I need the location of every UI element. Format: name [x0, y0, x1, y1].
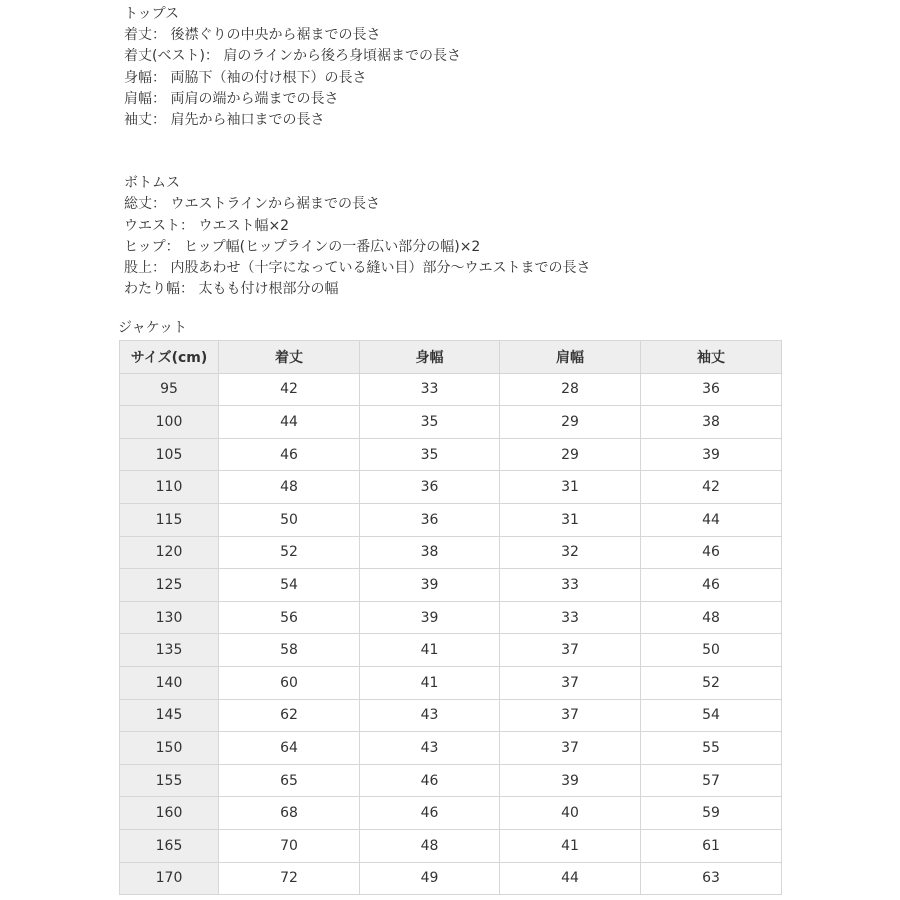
sleeve-length-cell: 42: [641, 471, 782, 504]
shoulder-width-cell: 31: [500, 503, 641, 536]
sleeve-length-cell: 38: [641, 406, 782, 439]
size-cell: 160: [120, 797, 219, 830]
size-cell: 115: [120, 503, 219, 536]
table-row: [120, 829, 782, 862]
sleeve-length-cell: 55: [641, 732, 782, 765]
sleeve-length-cell: 48: [641, 601, 782, 634]
length-cell: 56: [219, 601, 360, 634]
length-cell: 42: [219, 373, 360, 406]
shoulder-width-cell: 31: [500, 471, 641, 504]
size-cell: 140: [120, 666, 219, 699]
sleeve-length-cell: 39: [641, 438, 782, 471]
table-row: [120, 601, 782, 634]
chest-width-cell: 41: [360, 634, 500, 667]
size-cell: 135: [120, 634, 219, 667]
chest-width-cell: 36: [360, 471, 500, 504]
table-row: [120, 666, 782, 699]
length-cell: 44: [219, 406, 360, 439]
header-size: サイズ(cm): [120, 341, 219, 374]
tops-line: 肩幅： 両肩の端から端までの長さ: [124, 90, 339, 107]
shoulder-width-cell: 37: [500, 634, 641, 667]
length-cell: 62: [219, 699, 360, 732]
sleeve-length-cell: 44: [641, 503, 782, 536]
table-row: [120, 503, 782, 536]
header-shoulder-width: 肩幅: [500, 341, 641, 374]
table-row: [120, 536, 782, 569]
table-header-row: [120, 341, 782, 374]
chest-width-cell: 46: [360, 764, 500, 797]
chest-width-cell: 41: [360, 666, 500, 699]
bottoms-line: ウエスト： ウエスト幅×2: [124, 217, 290, 234]
sleeve-length-cell: 61: [641, 829, 782, 862]
bottoms-line: 股上： 内股あわせ（十字になっている縫い目）部分～ウエストまでの長さ: [124, 259, 591, 276]
chest-width-cell: 39: [360, 601, 500, 634]
table-row: [120, 797, 782, 830]
length-cell: 50: [219, 503, 360, 536]
sleeve-length-cell: 46: [641, 569, 782, 602]
header-length: 着丈: [219, 341, 360, 374]
chest-width-cell: 43: [360, 732, 500, 765]
bottoms-line: 総丈： ウエストラインから裾までの長さ: [124, 196, 381, 213]
shoulder-width-cell: 37: [500, 666, 641, 699]
shoulder-width-cell: 32: [500, 536, 641, 569]
shoulder-width-cell: 33: [500, 569, 641, 602]
size-cell: 170: [120, 862, 219, 895]
length-cell: 58: [219, 634, 360, 667]
chest-width-cell: 43: [360, 699, 500, 732]
table-row: [120, 699, 782, 732]
sleeve-length-cell: 46: [641, 536, 782, 569]
shoulder-width-cell: 28: [500, 373, 641, 406]
table-row: [120, 373, 782, 406]
size-cell: 150: [120, 732, 219, 765]
size-cell: 110: [120, 471, 219, 504]
chest-width-cell: 36: [360, 503, 500, 536]
table-row: [120, 732, 782, 765]
length-cell: 52: [219, 536, 360, 569]
sleeve-length-cell: 63: [641, 862, 782, 895]
bottoms-heading: ボトムス: [124, 175, 180, 192]
header-chest-width: 身幅: [360, 341, 500, 374]
table-row: [120, 764, 782, 797]
shoulder-width-cell: 40: [500, 797, 641, 830]
shoulder-width-cell: 41: [500, 829, 641, 862]
length-cell: 65: [219, 764, 360, 797]
chest-width-cell: 39: [360, 569, 500, 602]
chest-width-cell: 33: [360, 373, 500, 406]
table-row: [120, 438, 782, 471]
size-table: [119, 340, 782, 895]
shoulder-width-cell: 29: [500, 438, 641, 471]
sleeve-length-cell: 52: [641, 666, 782, 699]
sleeve-length-cell: 50: [641, 634, 782, 667]
shoulder-width-cell: 37: [500, 732, 641, 765]
sleeve-length-cell: 54: [641, 699, 782, 732]
length-cell: 68: [219, 797, 360, 830]
size-cell: 165: [120, 829, 219, 862]
chest-width-cell: 35: [360, 406, 500, 439]
header-sleeve-length: 袖丈: [641, 341, 782, 374]
length-cell: 54: [219, 569, 360, 602]
tops-line: 袖丈： 肩先から袖口までの長さ: [124, 111, 325, 128]
measurement-notes: [124, 4, 824, 300]
size-cell: 130: [120, 601, 219, 634]
size-cell: 145: [120, 699, 219, 732]
table-row: [120, 634, 782, 667]
size-cell: 120: [120, 536, 219, 569]
length-cell: 60: [219, 666, 360, 699]
tops-section: [124, 4, 824, 131]
table-caption: ジャケット: [118, 320, 188, 336]
chest-width-cell: 46: [360, 797, 500, 830]
sleeve-length-cell: 59: [641, 797, 782, 830]
table-row: [120, 569, 782, 602]
bottoms-line: ヒップ： ヒップ幅(ヒップラインの一番広い部分の幅)×2: [124, 238, 481, 255]
chest-width-cell: 38: [360, 536, 500, 569]
shoulder-width-cell: 29: [500, 406, 641, 439]
size-cell: 125: [120, 569, 219, 602]
bottoms-section: [124, 173, 824, 300]
table-body: [120, 373, 782, 895]
tops-line: 身幅： 両脇下（袖の付け根下）の長さ: [124, 69, 367, 86]
size-cell: 105: [120, 438, 219, 471]
shoulder-width-cell: 37: [500, 699, 641, 732]
chest-width-cell: 48: [360, 829, 500, 862]
shoulder-width-cell: 39: [500, 764, 641, 797]
length-cell: 46: [219, 438, 360, 471]
tops-line: 着丈： 後襟ぐりの中央から裾までの長さ: [124, 27, 381, 44]
chest-width-cell: 49: [360, 862, 500, 895]
chest-width-cell: 35: [360, 438, 500, 471]
length-cell: 72: [219, 862, 360, 895]
size-cell: 100: [120, 406, 219, 439]
sleeve-length-cell: 57: [641, 764, 782, 797]
length-cell: 48: [219, 471, 360, 504]
table-row: [120, 471, 782, 504]
bottoms-line: わたり幅： 太もも付け根部分の幅: [124, 281, 339, 298]
table-row: [120, 862, 782, 895]
size-cell: 95: [120, 373, 219, 406]
shoulder-width-cell: 33: [500, 601, 641, 634]
length-cell: 64: [219, 732, 360, 765]
shoulder-width-cell: 44: [500, 862, 641, 895]
tops-line: 着丈(ベスト)： 肩のラインから後ろ身頃裾までの長さ: [124, 48, 461, 65]
length-cell: 70: [219, 829, 360, 862]
table-row: [120, 406, 782, 439]
size-cell: 155: [120, 764, 219, 797]
tops-heading: トップス: [124, 6, 180, 22]
sleeve-length-cell: 36: [641, 373, 782, 406]
